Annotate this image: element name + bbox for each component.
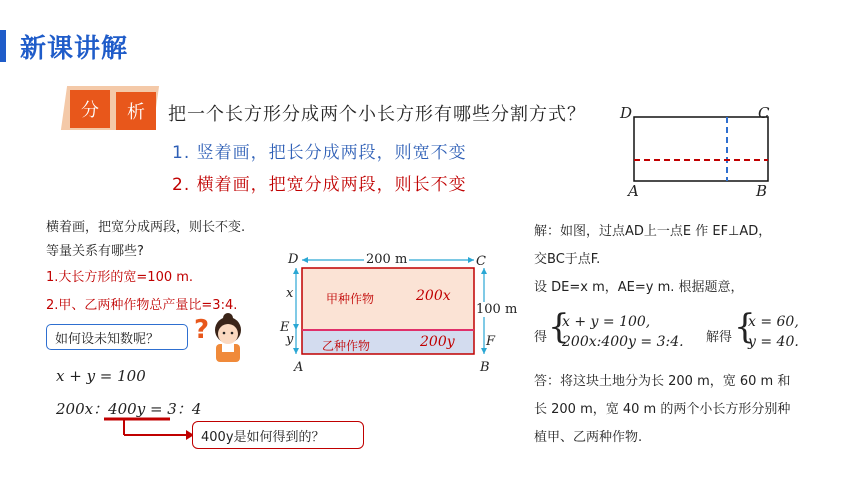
system-brace-1: { [548,307,570,347]
solution-line-3: 设 DE=x m，AE=y m. 根据题意， [534,280,744,295]
system-eq-2: 200x:400y = 3:4. [562,334,684,350]
label-b: B [480,360,490,375]
system-brace-2: { [734,307,756,347]
crop-1-name: 甲种作物 [326,292,375,306]
crop-2-name: 乙种作物 [322,339,371,353]
equation-2: 200x：400y = 3：4 [56,400,202,418]
label-a: A [294,360,304,375]
label-e: E [280,320,290,335]
answer-line-3: 植甲、乙两种作物. [534,430,643,445]
left-line-3: 1.大长方形的宽=100 m. [46,270,194,285]
solution-y: y = 40. [748,334,799,350]
equation-1: x + y = 100 [56,367,146,385]
answer-line-2: 长 200 m，宽 40 m 的两个小长方形分别种 [534,402,791,417]
svg-text:?: ? [194,315,210,345]
solution-solve: 解得 [706,330,733,345]
option-horizontal: 2. 横着画，把宽分成两段，则长不变 [172,175,467,195]
solution-line-2: 交BC于点F. [534,252,601,267]
left-line-2: 等量关系有哪些? [46,244,144,259]
option-vertical: 1. 竖着画，把长分成两段，则宽不变 [172,143,467,163]
dim-top-label: 200 m [366,252,408,267]
left-line-4: 2.甲、乙两种作物总产量比=3:4. [46,298,238,313]
analysis-question: 把一个长方形分成两个小长方形有哪些分割方式？ [168,104,586,125]
small-label-d: D [620,104,633,122]
system-eq-1: x + y = 100, [562,314,651,330]
callout-text: 400y是如何得到的？ [201,429,325,445]
label-x: x [286,286,294,301]
answer-line-1: 答：将这块土地分为长 200 m，宽 60 m 和 [534,374,791,389]
solution-line-1: 解：如图，过点AD上一点E 作 EF⊥AD， [534,224,772,239]
solution-x: x = 60, [748,314,799,330]
left-line-1: 横着画，把宽分成两段，则长不变. [46,220,246,235]
question-box [46,324,188,350]
analysis-badge [64,86,158,132]
question-box-text: 如何设未知数呢？ [55,331,160,347]
title-accent-bar [0,30,6,62]
label-d: D [288,252,299,267]
badge-char-2: 析 [116,92,156,130]
badge-char-1: 分 [70,90,110,128]
dim-right-label: 100 m [476,302,518,317]
solution-de: 得 [534,330,548,345]
small-rectangle [634,117,768,181]
page-title: 新课讲解 [20,34,129,64]
student-icon [192,310,254,366]
small-label-c: C [758,104,770,122]
label-c: C [476,254,486,269]
callout-box [192,421,364,449]
label-f: F [486,334,496,349]
crop-1-expr: 200x [416,288,451,304]
label-y: y [286,332,294,347]
small-label-b: B [756,182,768,200]
small-label-a: A [628,182,639,200]
crop-2-expr: 200y [420,334,455,350]
